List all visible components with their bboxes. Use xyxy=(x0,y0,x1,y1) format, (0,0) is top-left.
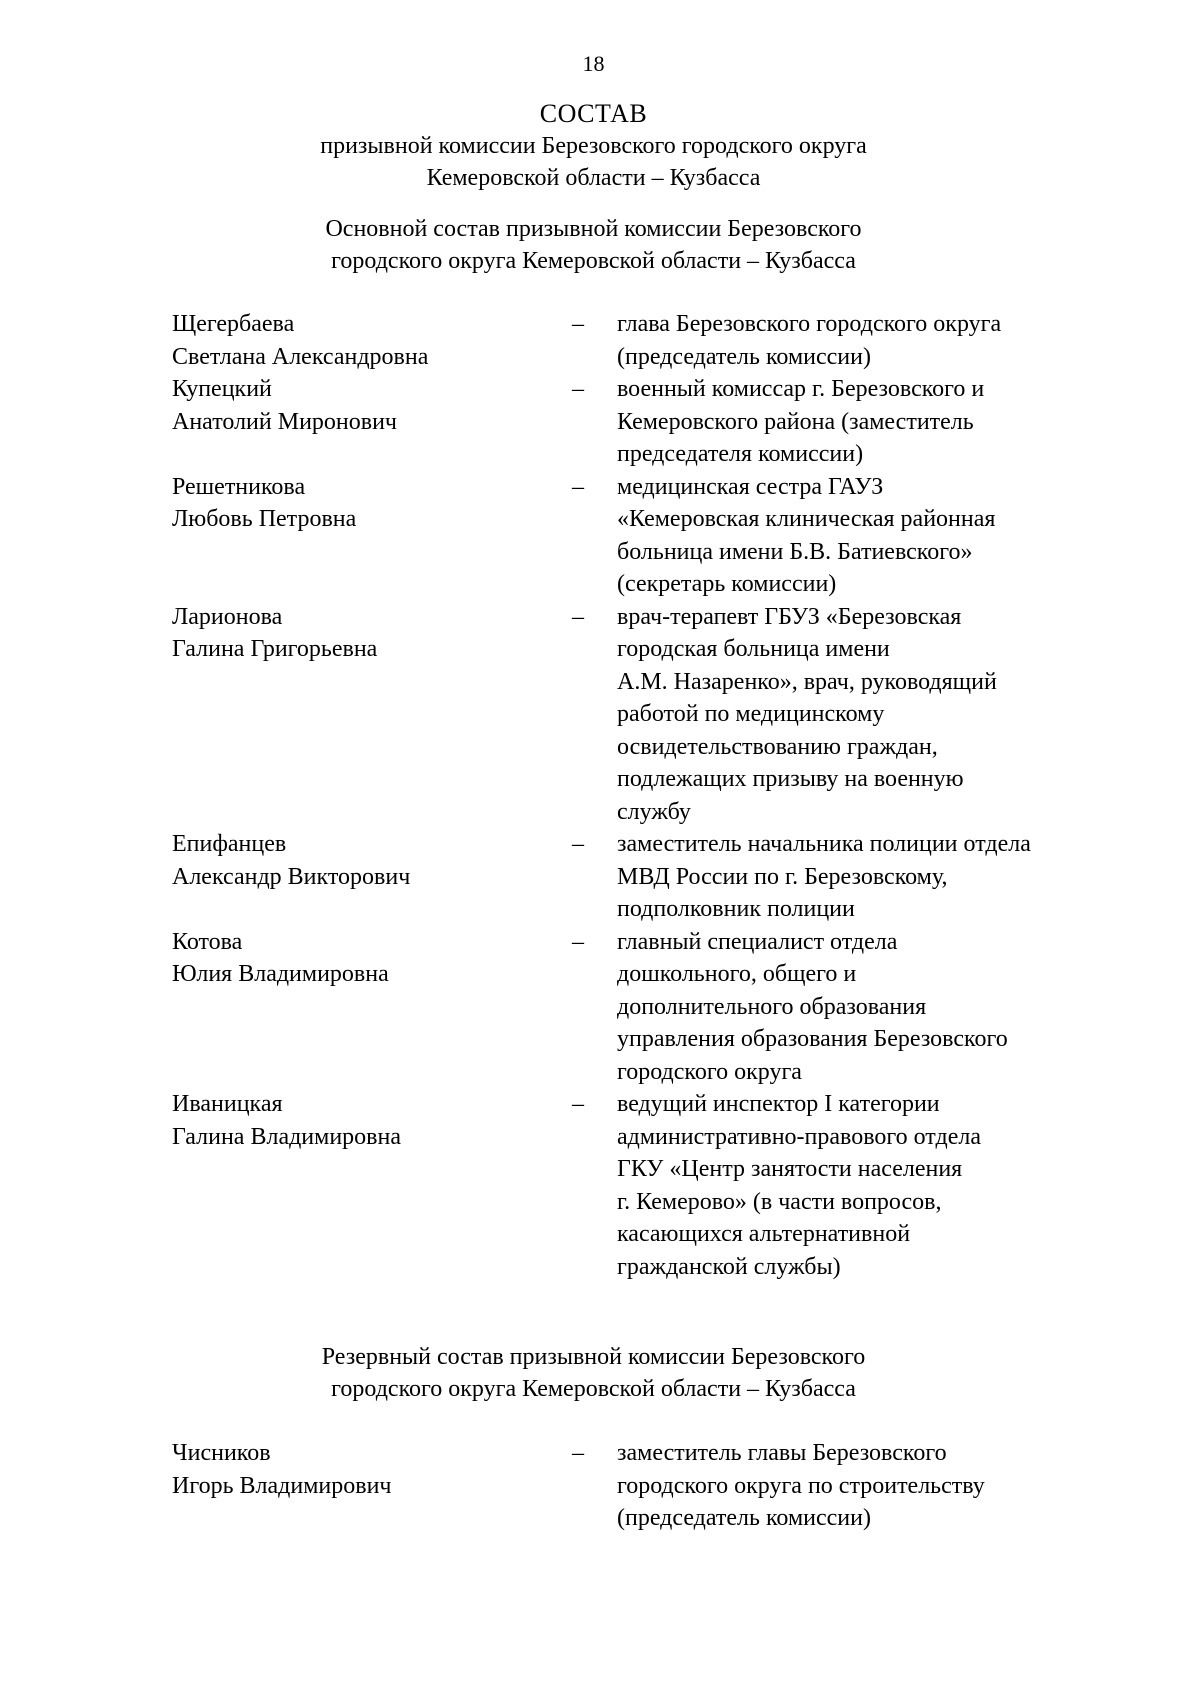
member-name xyxy=(172,601,572,829)
page-number: 18 xyxy=(582,51,605,76)
reserve-section-heading xyxy=(0,1341,1187,1405)
member-role-line: дополнительного образования xyxy=(617,993,927,1020)
member-role-line: (председатель комиссии) xyxy=(617,1505,871,1531)
member-row xyxy=(172,373,1122,471)
member-role-line: дошкольного, общего и xyxy=(617,961,857,987)
member-surname: Ларионова xyxy=(172,603,283,630)
member-row xyxy=(172,471,1122,601)
member-role-line: касающихся альтернативной xyxy=(617,1221,911,1247)
member-row xyxy=(172,1437,1122,1535)
reserve-members-list xyxy=(172,1437,1122,1535)
member-role-line: больница имени Б.В. Батиевского» xyxy=(617,538,973,565)
member-row xyxy=(172,601,1122,829)
member-row xyxy=(172,1088,1122,1283)
member-role-line: освидетельствованию граждан, xyxy=(617,733,938,760)
member-role-line: Кемеровского района (заместитель xyxy=(617,408,974,435)
member-role-line: председателя комиссии) xyxy=(617,441,864,467)
member-dash: – xyxy=(572,1091,584,1117)
member-dash: – xyxy=(572,311,584,337)
member-surname: Купецкий xyxy=(172,376,272,402)
document-title-block xyxy=(0,98,1187,194)
member-surname: Щегербаева xyxy=(172,311,295,337)
member-dash: – xyxy=(572,831,584,857)
member-dash: – xyxy=(572,376,584,402)
member-given-names: Галина Григорьевна xyxy=(172,636,378,662)
member-role xyxy=(617,471,1122,601)
member-role xyxy=(617,926,1122,1089)
member-given-names: Анатолий Миронович xyxy=(172,408,397,435)
member-role xyxy=(617,1088,1122,1283)
member-dash: – xyxy=(572,603,584,630)
member-role-line: управления образования Березовского xyxy=(617,1026,1008,1052)
member-dash: – xyxy=(572,1440,584,1466)
main-section-heading xyxy=(0,213,1187,277)
member-role-line: городского округа xyxy=(617,1058,802,1085)
member-role xyxy=(617,373,1122,471)
member-role-line: подполковник полиции xyxy=(617,896,855,922)
member-name xyxy=(172,926,572,1089)
member-given-names: Игорь Владимирович xyxy=(172,1472,392,1499)
member-given-names: Любовь Петровна xyxy=(172,506,357,532)
document-title: СОСТАВ xyxy=(539,99,648,128)
member-role-line: А.М. Назаренко», врач, руководящий xyxy=(617,668,997,695)
member-name xyxy=(172,308,572,373)
main-members-list xyxy=(172,308,1122,1283)
document-subtitle-line: призывной комиссии Березовского городского округа xyxy=(320,133,867,159)
member-given-names: Юлия Владимировна xyxy=(172,961,389,987)
member-role xyxy=(617,601,1122,829)
member-name xyxy=(172,1437,572,1535)
member-role-line: главный специалист отдела xyxy=(617,928,898,955)
member-role xyxy=(617,308,1122,373)
member-role-line: медицинская сестра ГАУЗ xyxy=(617,473,884,500)
member-role-line: глава Березовского городского округа xyxy=(617,311,1002,337)
member-role xyxy=(617,828,1122,926)
member-role-line: МВД России по г. Березовскому, xyxy=(617,863,948,890)
member-name xyxy=(172,471,572,601)
member-role-line: ведущий инспектор I категории xyxy=(617,1091,940,1117)
member-name xyxy=(172,373,572,471)
member-role-line: военный комиссар г. Березовского и xyxy=(617,376,985,402)
member-role-line: (секретарь комиссии) xyxy=(617,571,837,597)
member-surname: Решетникова xyxy=(172,473,306,500)
section-heading-line: Основной состав призывной комиссии Березовского xyxy=(325,216,862,242)
section-heading-line: городского округа Кемеровской области – Кузбасса xyxy=(331,1376,856,1402)
member-role-line: заместитель главы Березовского xyxy=(617,1440,947,1466)
member-role-line: ГКУ «Центр занятости населения xyxy=(617,1156,963,1182)
member-dash: – xyxy=(572,473,584,500)
member-role-line: административно-правового отдела xyxy=(617,1123,981,1150)
member-surname: Иваницкая xyxy=(172,1091,283,1117)
member-role-line: работой по медицинскому xyxy=(617,701,885,727)
section-heading-line: городского округа Кемеровской области – Кузбасса xyxy=(331,248,856,274)
member-given-names: Светлана Александровна xyxy=(172,343,429,370)
member-role-line: «Кемеровская клиническая районная xyxy=(617,506,996,532)
member-role-line: городского округа по строительству xyxy=(617,1472,985,1499)
member-role-line: городская больница имени xyxy=(617,636,890,662)
member-role-line: заместитель начальника полиции отдела xyxy=(617,831,1031,857)
member-role-line: врач-терапевт ГБУЗ «Березовская xyxy=(617,603,962,630)
member-surname: Чисников xyxy=(172,1440,271,1466)
member-row xyxy=(172,308,1122,373)
member-row xyxy=(172,926,1122,1089)
member-given-names: Александр Викторович xyxy=(172,863,411,890)
member-name xyxy=(172,828,572,926)
member-role-line: (председатель комиссии) xyxy=(617,343,871,370)
member-given-names: Галина Владимировна xyxy=(172,1123,402,1150)
member-role-line: гражданской службы) xyxy=(617,1253,841,1280)
member-role-line: подлежащих призыву на военную xyxy=(617,766,964,792)
member-role xyxy=(617,1437,1122,1535)
member-role-line: г. Кемерово» (в части вопросов, xyxy=(617,1188,942,1215)
member-row xyxy=(172,828,1122,926)
member-role-line: службу xyxy=(617,798,691,825)
document-subtitle-line: Кемеровской области – Кузбасса xyxy=(426,165,761,191)
member-surname: Епифанцев xyxy=(172,831,287,857)
member-dash: – xyxy=(572,928,584,955)
member-name xyxy=(172,1088,572,1283)
member-surname: Котова xyxy=(172,928,243,955)
section-heading-line: Резервный состав призывной комиссии Березовского xyxy=(321,1344,866,1370)
